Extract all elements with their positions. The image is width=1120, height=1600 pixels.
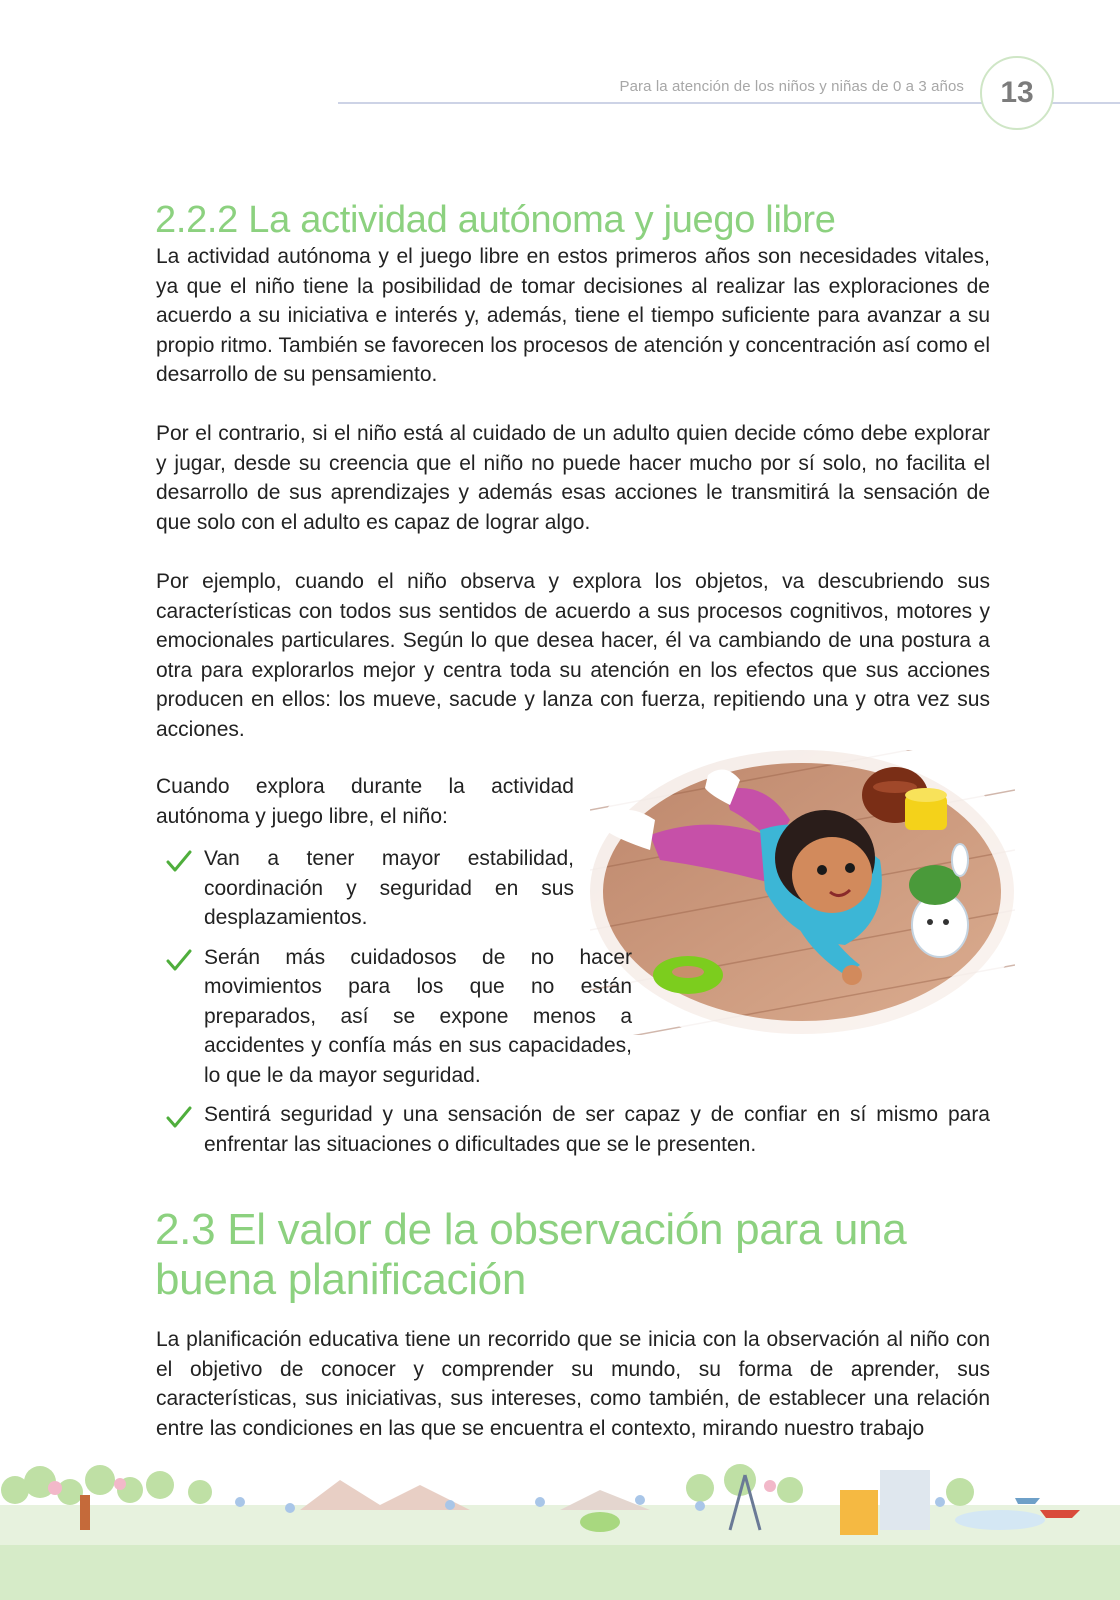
list-item [156, 943, 990, 1091]
checkmark-icon [166, 948, 192, 972]
paragraph: Por el contrario, si el niño está al cuidado de un adulto quien decide cómo debe explorar y jugar, desde su creencia que el niño no puede hacer mucho por sí solo, no facilita el desarrollo de sus aprendizajes y además esas acciones le transmitirá la sensación de que solo con el adulto es capaz de lograr algo. [156, 422, 990, 534]
list-intro: Cuando explora durante la actividad autónoma y juego libre, el niño: [156, 775, 574, 828]
list-item-text: Van a tener mayor estabilidad, coordinación y seguridad en sus desplazamientos. [204, 847, 574, 929]
list-item-text: Sentirá seguridad y una sensación de ser capaz y de confiar en sí mismo para enfrentar las situaciones o dificultades que se le presenten. [204, 1103, 990, 1156]
bullet-list [156, 844, 990, 1169]
section-title-2-2-2: 2.2.2 La actividad autónoma y juego libre [155, 199, 836, 241]
list-item [156, 844, 990, 933]
list-item [156, 1100, 990, 1159]
list-item-text: Serán más cuidadosos de no hacer movimientos para los que no están preparados, así se expone menos a accidentes y confía más en sus capacidades, lo que le da mayor seguridad. [204, 945, 632, 1087]
checkmark-icon [166, 1105, 192, 1129]
section-title-2-3: 2.3 El valor de la observación para una buena planificación [155, 1205, 907, 1304]
running-title: Para la atención de los niños y niñas de 0 a 3 años [619, 78, 964, 95]
checkmark-icon [166, 849, 192, 873]
paragraph: La planificación educativa tiene un recorrido que se inicia con la observación al niño con el objetivo de conocer y comprender su mundo, su forma de aprender, sus características, sus iniciativas, sus intereses, como también, de establecer una relación entre las condiciones en las que se encuentra el contexto, mirando nuestro trabajo [156, 1328, 990, 1440]
landscape-illustration [0, 1450, 1120, 1600]
paragraph: La actividad autónoma y el juego libre en estos primeros años son necesidades vitales, ya que el niño tiene la posibilidad de tomar decisiones al realizar las exploraciones de acuerdo a su iniciativa e interés y, además, tiene el tiempo suficiente para avanzar a su propio ritmo. También se favorecen los procesos de atención y concentración así como el desarrollo de su pensamiento. [156, 245, 990, 386]
paragraph: Por ejemplo, cuando el niño observa y explora los objetos, va descubriendo sus características con todos sus sentidos de acuerdo a sus procesos cognitivos, motores y emocionales particulares. Según lo que desea hacer, él va cambiando de una postura a otra para explorarlos mejor y centra toda su atención en los efectos que sus acciones producen en ellos: los mueve, sacude y lanza con fuerza, repitiendo una y otra vez sus acciones. [156, 570, 990, 741]
page-number: 13 [980, 56, 1054, 130]
